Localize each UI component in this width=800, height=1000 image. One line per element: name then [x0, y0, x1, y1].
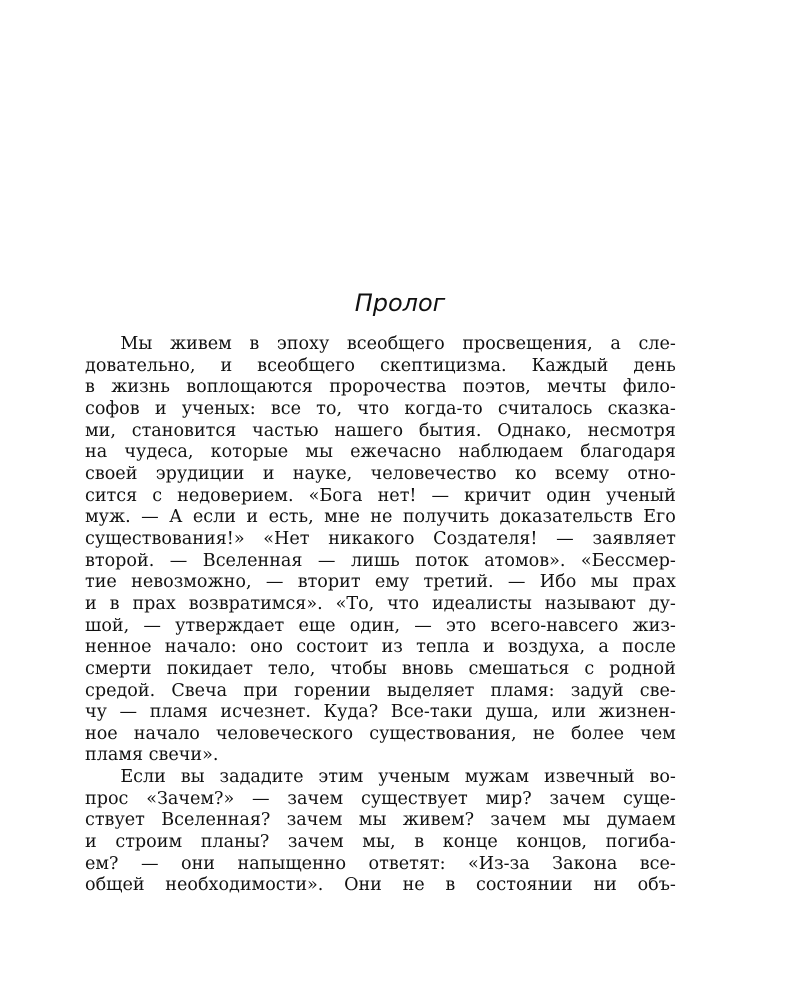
text-line: тие невозможно, — вторит ему третий. — Ибо мы прах	[85, 572, 676, 593]
text-line: смерти покидает тело, чтобы вновь смешаться с родной	[85, 658, 676, 679]
body-text	[85, 334, 676, 897]
text-line: в жизнь воплощаются пророчества поэтов, мечты фило-	[85, 377, 676, 398]
text-line: шой, — утверждает еще один, — это всего-навсего жиз-	[85, 615, 676, 636]
text-line: на чудеса, которые мы ежечасно наблюдаем благодаря	[85, 442, 676, 463]
text-line: Мы живем в эпоху всеобщего просвещения, а сле-	[120, 334, 676, 354]
text-line: муж. — А если и есть, мне не получить доказательств Его	[85, 507, 676, 528]
text-line: существования!» «Нет никакого Создателя! — заявляет	[85, 528, 676, 549]
text-line: довательно, и всеобщего скептицизма. Каждый день	[85, 355, 676, 376]
text-line: и строим планы? зачем мы, в конце концов, погиба-	[85, 832, 676, 853]
text-line: чу — пламя исчезнет. Куда? Все-таки душа, или жизнен-	[85, 702, 676, 723]
text-line: ми, становится частью нашего бытия. Однако, несмотря	[85, 420, 676, 441]
text-line: и в прах возвратимся». «То, что идеалисты называют ду-	[85, 593, 676, 614]
text-line: прос «Зачем?» — зачем существует мир? зачем суще-	[85, 788, 676, 809]
chapter-title: Пролог	[354, 289, 446, 317]
text-line: средой. Свеча при горении выделяет пламя: задуй све-	[85, 680, 676, 701]
text-line: ем? — они напыщенно ответят: «Из-за Закона все-	[85, 853, 676, 874]
text-line: сится с недоверием. «Бога нет! — кричит один ученый	[85, 485, 676, 506]
text-line: ное начало человеческого существования, не более чем	[85, 723, 676, 744]
text-line: второй. — Вселенная — лишь поток атомов». «Бессмер-	[85, 550, 676, 571]
text-line: общей необходимости». Они не в состоянии ни объ-	[85, 875, 676, 896]
text-line: Если вы зададите этим ученым мужам извечный во-	[120, 767, 676, 788]
text-line: своей эрудиции и науке, человечество ко всему отно-	[85, 463, 676, 484]
text-line: пламя свечи».	[85, 745, 219, 766]
text-line: ствует Вселенная? зачем мы живем? зачем мы думаем	[85, 810, 676, 831]
text-line: ненное начало: оно состоит из тепла и воздуха, а после	[85, 637, 676, 658]
text-line: софов и ученых: все то, что когда-то считалось сказка-	[85, 398, 676, 419]
